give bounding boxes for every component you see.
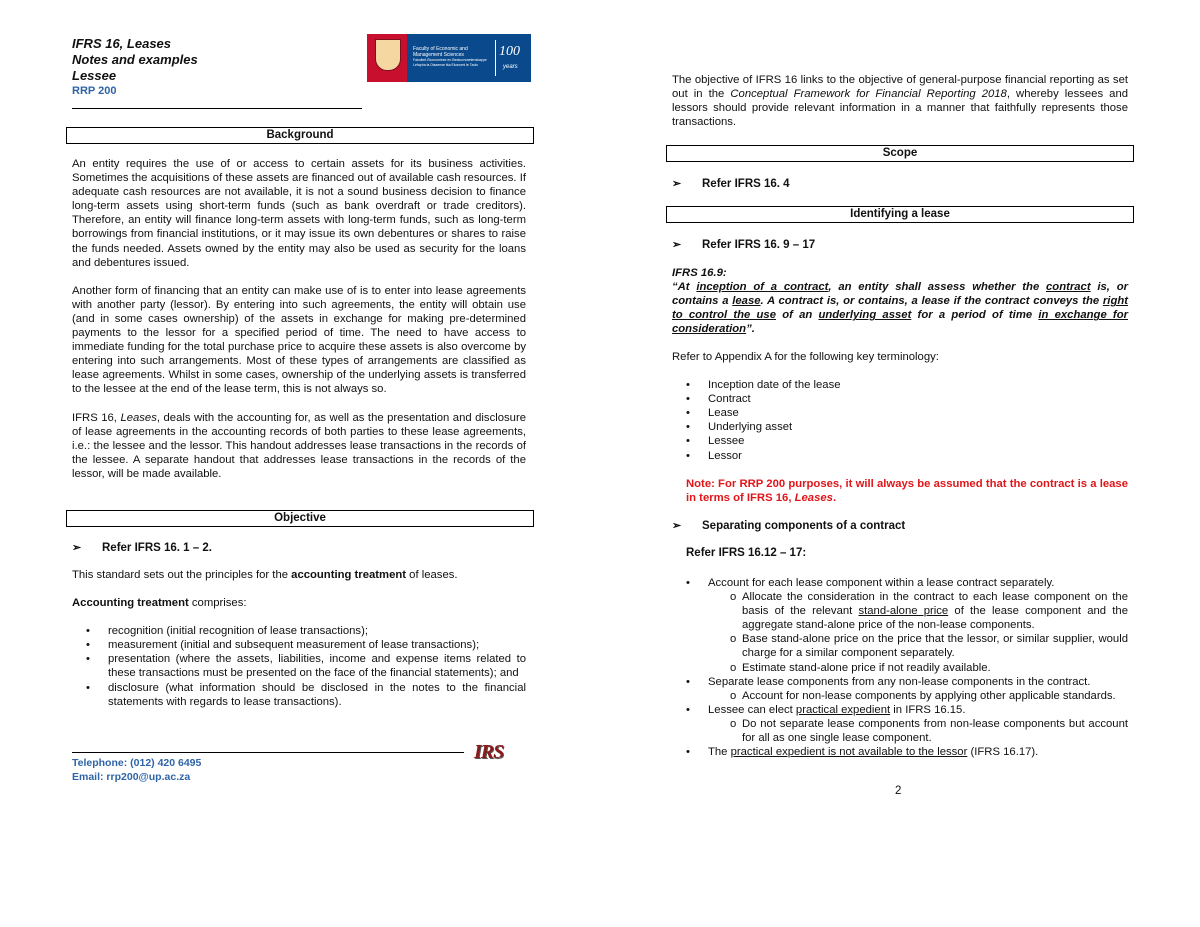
circle-bullet-icon: o bbox=[730, 717, 737, 730]
sub-list-item: o Do not separate lease components from non-lease components but account for all as one single lease component. bbox=[730, 717, 1128, 745]
identifying-lease-heading: Identifying a lease bbox=[666, 206, 1134, 223]
bullet-icon: • bbox=[86, 625, 90, 638]
objective-section bbox=[72, 541, 526, 709]
appendix-reference: Refer to Appendix A for the following key terminology: bbox=[672, 351, 939, 363]
background-paragraph-2: Another form of financing that an entity can make use of is to enter into lease agreements with another party (lessor). By entering into such agreements, the entity will obtain use (and in some cases ownership) of the assets in exchange for making pre-determined payments to the lessor for a specified period of time. The need to have access to immediate funding for the total purchase price to acquire these assets is also overcome by entering into such arrangements. Most of these types of arrangements are classified as lease agreements. Whilst in some cases, ownership of the underlying assets is transferred to the lessee at the end of the lease term, this is not always so. bbox=[72, 284, 526, 396]
scope-heading: Scope bbox=[666, 145, 1134, 162]
header-title-line1: IFRS 16, Leases bbox=[72, 36, 172, 51]
page-number: 2 bbox=[895, 785, 902, 797]
logo-text-2: Management Sciences bbox=[413, 52, 464, 58]
sub-list-item: o Account for non-lease components by applying other applicable standards. bbox=[730, 689, 1116, 702]
bullet-icon: • bbox=[686, 577, 690, 589]
right-column bbox=[672, 73, 1128, 129]
separating-components-reference: Refer IFRS 16.12 – 17: bbox=[686, 547, 807, 559]
background-paragraph-1: An entity requires the use of or access to certain assets for its business activities. Sometimes the acquisitions of these assets are financed out of available cash resources. If adequate cash resources are not available, it is not a sound business decision to finance long-term assets using short-term funds (such as bank overdraft or trade creditors). Therefore, an entity will finance long-term assets with long-term funds, such as long-term borrowings from financial institutions, or it may issue its own debentures or shares to raise the funds needed. Assets owned by the entity may also be used as security for the loans and debentures issued. bbox=[72, 158, 526, 269]
sub-list-item: o Allocate the consideration in the contract to each lease component on the basis of the relevant stand-alone price of the lease component and the aggregate stand-alone price of the non-lease components. bbox=[730, 591, 1128, 632]
accounting-treatment-label: Accounting treatment comprises: bbox=[72, 597, 247, 610]
logo-separator bbox=[495, 40, 496, 76]
circle-bullet-icon: o bbox=[730, 633, 737, 646]
bullet-icon: • bbox=[686, 407, 690, 420]
circle-bullet-icon: o bbox=[730, 661, 737, 674]
header-divider bbox=[72, 108, 362, 109]
header-title-line3: Lessee bbox=[72, 68, 117, 83]
footer-contact bbox=[72, 756, 201, 784]
objective-reference: ➢ Refer IFRS 16. 1 – 2. bbox=[72, 542, 212, 554]
terminology-list bbox=[672, 378, 1128, 463]
rrp-note: Note: For RRP 200 purposes, it will always be assumed that the contract is a lease in terms of IFRS 16, Leases. bbox=[686, 477, 1128, 504]
list-item: • Separate lease components from any non-lease components in the contract. bbox=[686, 675, 1091, 688]
separating-components-heading: ➢ Separating components of a contract bbox=[672, 520, 906, 532]
list-item: • measurement (initial and subsequent measurement of lease transactions); bbox=[86, 639, 480, 652]
sub-list-item: o Base stand-alone price on the price that the lessor, or similar supplier, would charge for a similar component separately. bbox=[730, 633, 1128, 660]
arrow-bullet-icon: ➢ bbox=[672, 520, 682, 532]
separating-components-list bbox=[672, 576, 1128, 759]
background-paragraph-3: IFRS 16, Leases, deals with the accounting for, as well as the presentation and disclosure of lease agreements in the accounting records of both parties to these lease agreements, i.e.: the lessee and the lessor. This handout addresses lease transactions in the records of the lessee. A separate handout that addresses lease transactions in the records of the lessor, will be made available. bbox=[72, 411, 527, 480]
list-item: • Lessor bbox=[686, 449, 742, 462]
footer-logo-mark: IRS bbox=[474, 741, 504, 763]
list-item: • Contract bbox=[686, 393, 751, 406]
objective-paragraph: This standard sets out the principles for the accounting treatment of leases. bbox=[72, 569, 458, 581]
list-item: • Account for each lease component within a lease contract separately. bbox=[686, 577, 1055, 589]
centenary-badge: 100 bbox=[499, 44, 520, 59]
bullet-icon: • bbox=[686, 675, 690, 688]
bullet-icon: • bbox=[686, 393, 690, 406]
centenary-badge-sub: years bbox=[503, 64, 518, 70]
background-heading: Background bbox=[66, 127, 534, 144]
university-logo bbox=[367, 34, 531, 82]
terminology-section bbox=[672, 350, 1128, 505]
circle-bullet-icon: o bbox=[730, 591, 737, 604]
list-item: • The practical expedient is not available to the lessor (IFRS 16.17). bbox=[686, 746, 1039, 759]
footer-email: Email: rrp200@up.ac.za bbox=[72, 771, 191, 783]
arrow-bullet-icon: ➢ bbox=[72, 542, 82, 554]
list-item: • disclosure (what information should be disclosed in the notes to the financial statements with regards to lease transactions). bbox=[86, 681, 526, 708]
quote-text: “At inception of a contract, an entity shall assess whether the contract is, or contains a lease. A contract is, or contains, a lease if the contract conveys the right to control the use of an underlying asset for a period of time in exchange for consideration”. bbox=[672, 281, 1129, 336]
footer-logo bbox=[474, 741, 510, 775]
bullet-icon: • bbox=[686, 379, 690, 392]
accounting-treatment-list bbox=[72, 624, 526, 709]
footer-telephone: Telephone: (012) 420 6495 bbox=[72, 757, 202, 769]
background-section bbox=[72, 157, 526, 481]
list-item: • Lease bbox=[686, 407, 739, 420]
header-course-code: RRP 200 bbox=[72, 85, 117, 97]
objective-link-paragraph: The objective of IFRS 16 links to the objective of general-purpose financial reporting as set out in the Conceptual Framework for Financial Reporting 2018, whereby lessees and lessors should provide relevant information in a manner that faithfully represents those transactions. bbox=[672, 74, 1129, 129]
bullet-icon: • bbox=[86, 681, 90, 694]
bullet-icon: • bbox=[86, 639, 90, 652]
logo-text-3: Fakulteit Ekonomiese en Bestuurswetenskappe bbox=[413, 58, 487, 62]
list-item: • Inception date of the lease bbox=[686, 379, 841, 392]
list-item: • Lessee can elect practical expedient in IFRS 16.15. bbox=[686, 703, 966, 716]
list-item: • Lessee bbox=[686, 435, 745, 448]
logo-blue-band bbox=[407, 34, 531, 82]
bullet-icon: • bbox=[86, 653, 90, 666]
scope-reference: ➢ Refer IFRS 16. 4 bbox=[672, 178, 790, 190]
logo-text-1: Faculty of Economic and bbox=[413, 46, 468, 52]
objective-heading: Objective bbox=[66, 510, 534, 527]
crest-icon bbox=[375, 39, 401, 71]
footer-divider bbox=[72, 752, 464, 753]
header-title-line2: Notes and examples bbox=[72, 52, 198, 67]
arrow-bullet-icon: ➢ bbox=[672, 178, 682, 190]
ifrs-quote bbox=[672, 266, 1128, 336]
arrow-bullet-icon: ➢ bbox=[672, 239, 682, 251]
document-header bbox=[72, 36, 372, 98]
list-item: • presentation (where the assets, liabilities, income and expense items related to these transactions must be presented on the face of the financial statements); and bbox=[86, 653, 526, 680]
identifying-lease-reference: ➢ Refer IFRS 16. 9 – 17 bbox=[672, 239, 816, 251]
quote-label: IFRS 16.9: bbox=[672, 267, 727, 279]
bullet-icon: • bbox=[686, 703, 690, 716]
bullet-icon: • bbox=[686, 421, 690, 434]
sub-list-item: o Estimate stand-alone price if not readily available. bbox=[730, 661, 991, 674]
bullet-icon: • bbox=[686, 449, 690, 462]
logo-text-4: Lefapha la Disaense tša Ekonomi le Taolo bbox=[413, 62, 479, 67]
list-item: • recognition (initial recognition of lease transactions); bbox=[86, 625, 368, 638]
list-item: • Underlying asset bbox=[686, 421, 793, 434]
circle-bullet-icon: o bbox=[730, 689, 737, 702]
bullet-icon: • bbox=[686, 746, 690, 759]
bullet-icon: • bbox=[686, 435, 690, 448]
